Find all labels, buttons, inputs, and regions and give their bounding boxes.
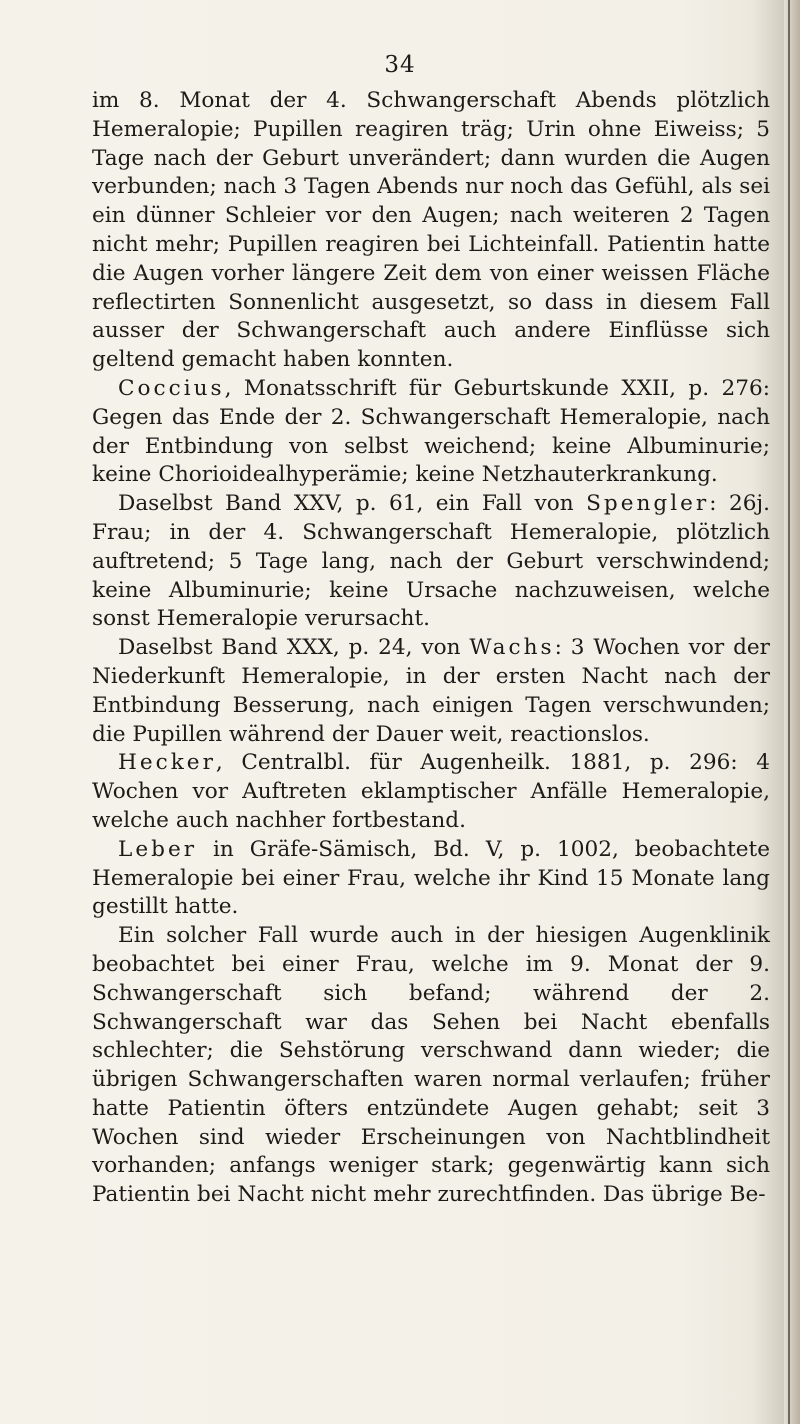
- text-run: : 26j. Frau; in der 4. Schwangerschaft Hemeralopie, plötzlich auftretend; 5 Tage lang, nach der Geburt verschwindend; keine Albuminurie; keine Ursache nachzuweisen, welche sonst Hemeralopie verursacht.: [92, 491, 770, 632]
- paragraph-3: [92, 490, 770, 634]
- text-run: in Gräfe-Sämisch, Bd. V, p. 1002, beobachtete Hemeralopie bei einer Frau, welche ihr Kind 15 Monate lang gestillt hatte.: [92, 836, 770, 920]
- text-run: Daselbst Band XXX, p. 24, von: [118, 635, 470, 661]
- text-run: Daselbst Band XXV, p. 61, ein Fall von: [118, 491, 587, 517]
- text-run: Ein solcher Fall wurde auch in der hiesigen Augenklinik beobachtet bei einer Frau, welche im 9. Monat der 9. Schwangerschaft sich befand; während der 2. Schwangerschaft war das Sehen bei Nacht ebenfalls schlechter; die Sehstörung verschwand dann wieder; die übrigen Schwangerschaften waren normal verlaufen; früher hatte Patientin öfters entzündete Augen gehabt; seit 3 Wochen sind wieder Erscheinungen von Nachtblindheit vorhanden; anfangs weniger stark; gegenwärtig kann sich Patientin bei Nacht nicht mehr zurechtfinden. Das übrige Be-: [92, 923, 770, 1208]
- paragraph-1: [92, 87, 770, 375]
- page-edge-shadow: [784, 0, 800, 1424]
- paragraph-6: [92, 836, 770, 922]
- author-name-coccius: Coccius: [118, 375, 225, 401]
- body-text: [92, 87, 770, 1210]
- paragraph-5: [92, 749, 770, 835]
- text-run: , Monatsschrift für Geburtskunde XXII, p. 276: Gegen das Ende der 2. Schwangerschaft Hemeralopie, nach der Entbindung von selbst weichend; keine Albuminurie; keine Chorioidealhyperämie; keine Netzhauterkrankung.: [92, 375, 770, 488]
- author-name-leber: Leber: [118, 836, 198, 862]
- paragraph-4: [92, 634, 770, 749]
- paragraph-2: [92, 375, 770, 490]
- text-run: , Centralbl. für Augenheilk. 1881, p. 296: 4 Wochen vor Auftreten eklamptischer Anfälle Hemeralopie, welche auch nachher fortbestand.: [92, 750, 770, 833]
- paragraph-7: [92, 922, 770, 1210]
- author-name-wachs: Wachs: [469, 635, 555, 661]
- author-name-hecker: Hecker: [118, 750, 216, 776]
- author-name-spengler: Spengler: [586, 491, 710, 517]
- page-edge-line: [788, 0, 790, 1424]
- text-run: : 3 Wochen vor der Niederkunft Hemeralopie, in der ersten Nacht nach der Entbindung Besserung, nach einigen Tagen verschwunden; die Pupillen während der Dauer weit, reactionslos.: [92, 635, 770, 747]
- text-run: im 8. Monat der 4. Schwangerschaft Abends plötzlich Hemeralopie; Pupillen reagiren träg; Urin ohne Eiweiss; 5 Tage nach der Geburt unverändert; dann wurden die Augen verbunden; nach 3 Tagen Abends nur noch das Gefühl, als sei ein dünner Schleier vor den Augen; nach weiteren 2 Tagen nicht mehr; Pupillen reagiren bei Lichteinfall. Patientin hatte die Augen vorher längere Zeit dem von einer weissen Fläche reflectirten Sonnenlicht ausgesetzt, so dass in diesem Fall ausser der Schwangerschaft auch andere Einflüsse sich geltend gemacht haben konnten.: [92, 88, 770, 373]
- page-number: 34: [384, 52, 416, 78]
